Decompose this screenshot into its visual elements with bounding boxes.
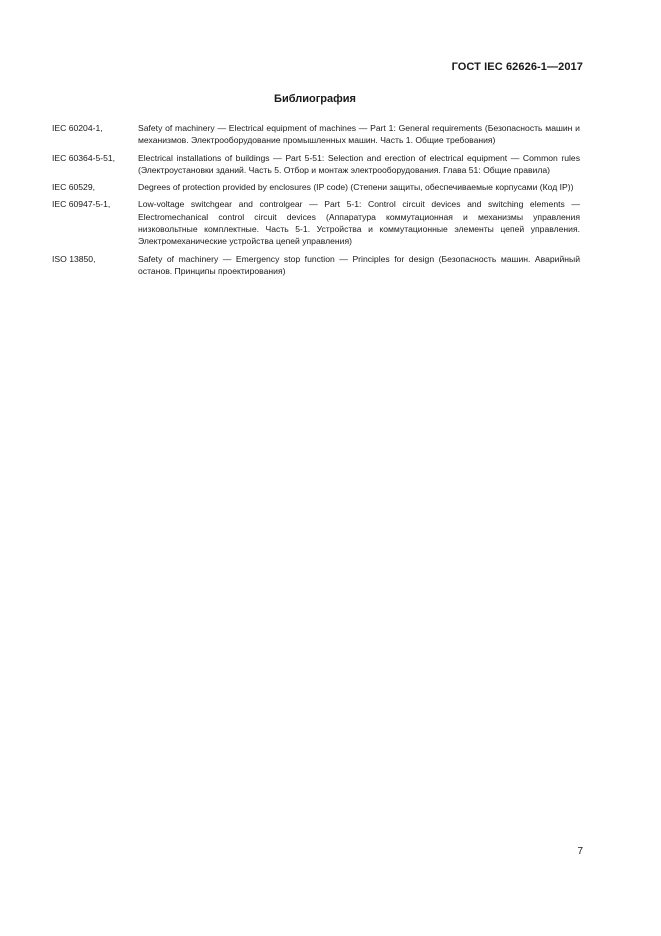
reference-text: Safety of machinery — Electrical equipment of machines — Part 1: General requirements (Безопасность машин и механизмов. Электрооборудование промышленных машин. Часть 1. Общие требования) xyxy=(138,123,580,146)
reference-text: Safety of machinery — Emergency stop function — Principles for design (Безопасность машин. Аварийный останов. Принципы проектирования) xyxy=(138,253,580,276)
reference-text: Degrees of protection provided by enclosures (IP code) (Степени защиты, обеспечиваемые корпусами (Код IP)) xyxy=(138,182,574,193)
document-code: ГОСТ IEC 62626-1—2017 xyxy=(451,61,583,73)
reference-id: ISO 13850, xyxy=(52,253,96,264)
reference-text: Electrical installations of buildings — Part 5-51: Selection and erection of electrical equipment — Common rules (Электроустановки зданий. Часть 5. Отбор и монтаж электрооборудования. Глава 51: Общие правила) xyxy=(138,152,580,175)
reference-id: IEC 60947-5-1, xyxy=(52,199,111,210)
bibliography-entry xyxy=(52,122,580,147)
bibliography-entry xyxy=(52,181,580,193)
bibliography-entry xyxy=(52,198,580,247)
page-title: Библиография xyxy=(274,93,356,105)
reference-text: Low-voltage switchgear and controlgear — Part 5-1: Control circuit devices and switching elements — Electromechanical control circuit devices (Аппаратура коммутационная и механизмы управления низковольтные комплектные. Часть 5-1. Устройства и коммутационные элементы цепей управления. Электромеханические устройства цепей управления) xyxy=(138,199,580,247)
reference-id: IEC 60364-5-51, xyxy=(52,152,116,163)
bibliography-list xyxy=(52,122,580,282)
reference-id: IEC 60529, xyxy=(52,182,95,193)
bibliography-entry xyxy=(52,253,580,278)
bibliography-entry xyxy=(52,152,580,177)
page-number: 7 xyxy=(577,846,583,857)
reference-id: IEC 60204-1, xyxy=(52,123,103,133)
